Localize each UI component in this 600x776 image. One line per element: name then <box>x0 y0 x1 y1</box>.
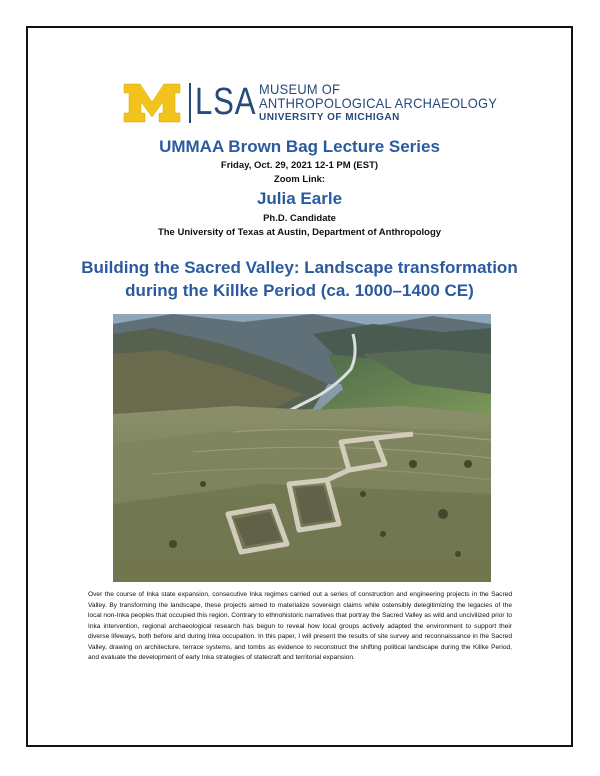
block-m-icon <box>122 82 182 124</box>
logo-line-1: MUSEUM OF <box>259 81 341 97</box>
talk-title <box>26 256 573 302</box>
logo-line-2: ANTHROPOLOGICAL ARCHAEOLOGY <box>259 95 498 111</box>
lecture-abstract: Over the course of Inka state expansion, consecutive Inka regimes carried out a series of construction and engineering projects in the Sacred Valley. By transforming the landscape, these projects aimed to materialize sovereign claims while ostensibly delegitimizing the legacies of the local non-Inka peoples that occupied this region. Contrary to ethnohistoric narratives that portray the Sacred Valley as wild and uncivilized prior to Inka intervention, regional archaeological research has begun to reveal how local groups actively adapted the environment to support their diverse lifeways, both before and during Inka occupation. In this paper, I will present the results of site survey and reconnaissance in the Sacred Valley, drawing on architecture, terrace systems, and tombs as evidence to reconstruct the shifting political landscape during the Killke Period, and evaluate the development of early Inka strategies of statecraft and territorial expansion. <box>88 591 512 661</box>
speaker-role: Ph.D. Candidate <box>263 213 336 224</box>
valley-ruins-image <box>113 314 491 582</box>
landscape-photo <box>113 314 491 582</box>
logo-divider <box>189 83 191 123</box>
lecture-series-title: UMMAA Brown Bag Lecture Series <box>159 137 440 156</box>
talk-title-line-2: during the Killke Period (ca. 1000–1400 CE) <box>125 281 474 300</box>
speaker-name: Julia Earle <box>256 189 343 208</box>
talk-title-line-1: Building the Sacred Valley: Landscape transformation <box>81 258 518 277</box>
logo-wordmark <box>259 82 518 125</box>
speaker-affiliation: The University of Texas at Austin, Department of Anthropology <box>157 227 442 238</box>
logo-line-3: UNIVERSITY OF MICHIGAN <box>259 112 400 123</box>
event-date: Friday, Oct. 29, 2021 12-1 PM (EST) <box>220 160 379 171</box>
zoom-link[interactable]: Zoom Link: <box>273 174 326 185</box>
logo-lsa: LSA <box>195 81 257 123</box>
